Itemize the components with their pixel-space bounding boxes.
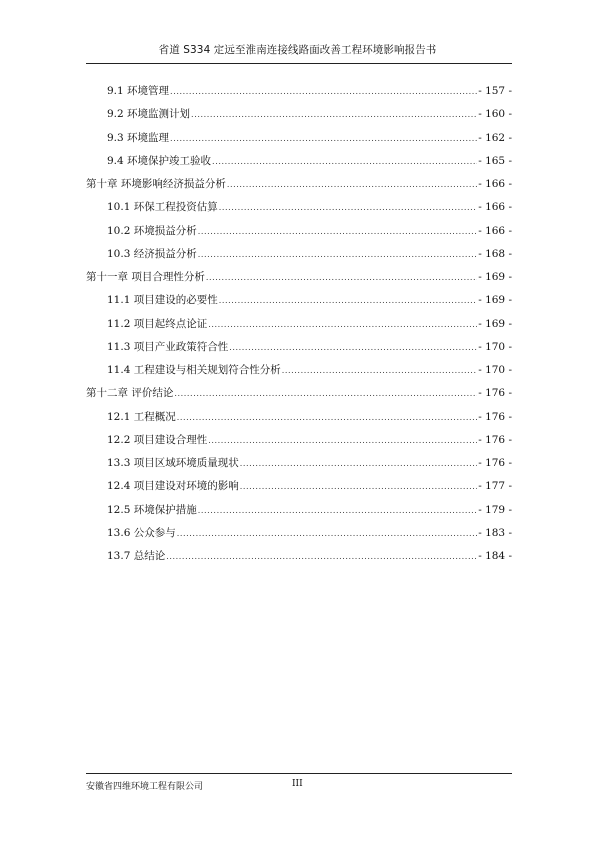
toc-entry-page: - 162 - [478,131,512,144]
toc-entry-label: 第十章 环境影响经济损益分析 [86,178,226,190]
toc-section-entry[interactable] [86,429,512,452]
toc-entry-page: - 157 - [478,85,512,97]
toc-entry-page: - 165 - [478,154,512,167]
toc-dot-leader [240,452,477,475]
table-of-contents [86,80,512,568]
toc-section-entry[interactable] [86,313,512,336]
toc-entry-label: 13.6 公众参与 [107,526,176,539]
toc-entry-label: 9.2 环境监测计划 [107,108,191,121]
toc-dot-leader [198,243,477,266]
toc-entry-label: 11.4 工程建设与相关规划符合性分析 [107,364,281,376]
footer-divider [86,773,512,774]
toc-dot-leader [240,475,477,498]
toc-dot-leader [208,429,477,452]
toc-dot-leader [282,359,477,382]
toc-entry-label: 11.3 项目产业政策符合性 [107,340,229,353]
toc-dot-leader [219,289,477,312]
toc-entry-label: 12.1 工程概况 [107,410,176,423]
toc-chapter-entry[interactable] [86,173,512,196]
toc-entry-page: - 176 - [478,387,512,400]
footer-company-name: 安徽省四维环境工程有限公司 [86,782,204,792]
toc-entry-label: 13.7 总结论 [107,550,166,562]
toc-section-entry[interactable] [86,196,512,219]
toc-section-entry[interactable] [86,80,512,103]
toc-section-entry[interactable] [86,127,512,150]
toc-entry-page: - 176 - [478,433,512,446]
toc-entry-page: - 184 - [478,550,512,562]
toc-chapter-entry[interactable] [86,266,512,289]
toc-section-entry[interactable] [86,406,512,429]
toc-entry-page: - 176 - [478,410,512,423]
toc-section-entry[interactable] [86,359,512,382]
toc-entry-page: - 166 - [478,201,512,214]
toc-entry-page: - 160 - [478,108,512,121]
toc-dot-leader [227,173,477,196]
toc-entry-label: 12.5 环境保护措施 [107,503,197,516]
toc-entry-page: - 169 - [478,294,512,307]
toc-entry-label: 12.4 项目建设对环境的影响 [107,480,239,493]
toc-entry-label: 9.3 环境监理 [107,131,170,144]
toc-entry-label: 11.1 项目建设的必要性 [107,294,218,307]
toc-dot-leader [170,127,477,150]
toc-dot-leader [206,266,477,289]
toc-entry-label: 12.2 项目建设合理性 [107,433,208,446]
toc-section-entry[interactable] [86,220,512,243]
toc-section-entry[interactable] [86,103,512,126]
toc-entry-page: - 176 - [478,457,512,469]
toc-section-entry[interactable] [86,336,512,359]
toc-entry-page: - 169 - [478,317,512,330]
toc-section-entry[interactable] [86,522,512,545]
toc-entry-label: 10.1 环保工程投资估算 [107,201,218,214]
toc-entry-page: - 168 - [478,247,512,260]
toc-dot-leader [208,313,477,336]
toc-entry-label: 9.1 环境管理 [107,85,170,97]
toc-entry-label: 第十一章 项目合理性分析 [86,271,205,283]
toc-entry-page: - 170 - [478,340,512,353]
toc-entry-page: - 179 - [478,503,512,516]
toc-entry-label: 13.3 项目区域环境质量现状 [107,457,239,469]
toc-entry-page: - 183 - [478,526,512,539]
toc-section-entry[interactable] [86,243,512,266]
toc-entry-label: 第十二章 评价结论 [86,387,174,400]
toc-dot-leader [170,80,477,103]
toc-entry-label: 10.3 经济损益分析 [107,247,197,260]
toc-dot-leader [198,220,477,243]
header-divider [86,63,512,64]
toc-section-entry[interactable] [86,545,512,568]
toc-section-entry[interactable] [86,499,512,522]
toc-dot-leader [198,499,477,522]
toc-entry-label: 10.2 环境损益分析 [107,224,197,237]
toc-entry-label: 9.4 环境保护竣工验收 [107,154,212,167]
footer-page-number: III [292,779,303,789]
toc-dot-leader [212,150,477,173]
document-header-title: 省道 S334 定远至淮南连接线路面改善工程环境影响报告书 [158,44,437,56]
toc-entry-page: - 170 - [478,364,512,376]
toc-entry-page: - 169 - [478,271,512,283]
toc-dot-leader [166,545,477,568]
toc-section-entry[interactable] [86,289,512,312]
toc-section-entry[interactable] [86,150,512,173]
toc-entry-page: - 177 - [478,480,512,493]
toc-section-entry[interactable] [86,452,512,475]
toc-dot-leader [177,522,477,545]
toc-entry-page: - 166 - [478,224,512,237]
toc-dot-leader [191,103,477,126]
toc-dot-leader [229,336,477,359]
toc-entry-page: - 166 - [478,178,512,190]
toc-dot-leader [219,196,477,219]
toc-dot-leader [174,382,477,405]
toc-dot-leader [177,406,477,429]
toc-entry-label: 11.2 项目起终点论证 [107,317,208,330]
toc-chapter-entry[interactable] [86,382,512,405]
toc-section-entry[interactable] [86,475,512,498]
